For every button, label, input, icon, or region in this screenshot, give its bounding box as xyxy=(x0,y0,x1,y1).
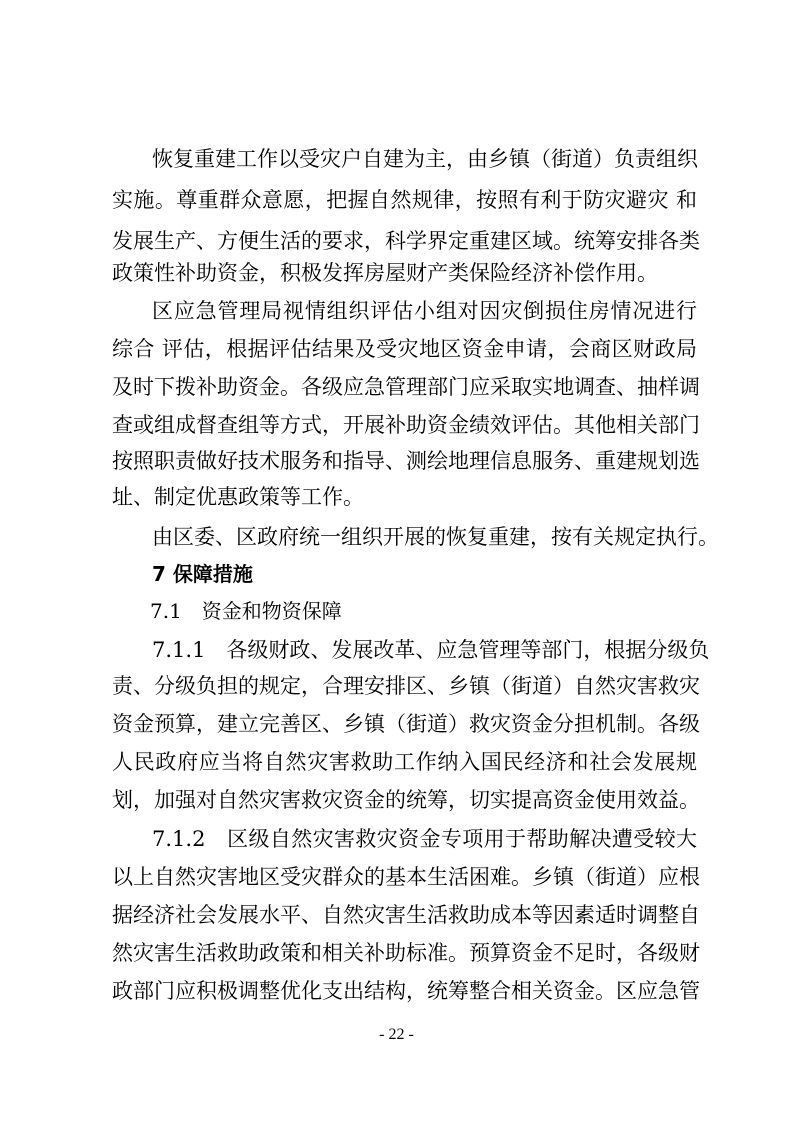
paragraph-line: 查或组成督查组等方式，开展补助资金绩效评估。其他相关部门 xyxy=(112,413,700,437)
paragraph-line: 然灾害生活救助政策和相关补助标准。预算资金不足时，各级财 xyxy=(112,941,700,965)
paragraph-line: 由区委、区政府统一组织开展的恢复重建，按有关规定执行。 xyxy=(152,525,719,549)
paragraph-line: 按照职责做好技术服务和指导、测绘地理信息服务、重建规划选 xyxy=(112,449,700,473)
paragraph-line: 据经济社会发展水平、自然灾害生活救助成本等因素适时调整自 xyxy=(112,903,700,927)
subsection-heading: 7.1 资金和物资保障 xyxy=(150,599,342,623)
page-number: - 22 - xyxy=(379,1026,414,1043)
paragraph-line: 址、制定优惠政策等工作。 xyxy=(112,485,364,509)
paragraph-line: 人民政府应当将自然灾害救助工作纳入国民经济和社会发展规 xyxy=(112,750,697,774)
paragraph-line: 资金预算，建立完善区、乡镇（街道）救灾资金分担机制。各级 xyxy=(112,712,700,736)
paragraph-line: 实施。尊重群众意愿，把握自然规律，按照有利于防灾避灾 和 xyxy=(112,188,697,212)
paragraph-line: 政策性补助资金，积极发挥房屋财产类保险经济补偿作用。 xyxy=(112,261,658,285)
paragraph-line: 区应急管理局视情组织评估小组对因灾倒损住房情况进行 xyxy=(152,299,697,323)
paragraph-line: 发展生产、方便生活的要求，科学界定重建区域。统筹安排各类 xyxy=(112,229,700,253)
paragraph-line: 及时下拨补助资金。各级应急管理部门应采取实地调查、抽样调 xyxy=(112,375,700,399)
paragraph-line: 7.1.2 区级自然灾害救灾资金专项用于帮助解决遭受较大 xyxy=(152,827,697,851)
paragraph-line: 7.1.1 各级财政、发展改革、应急管理等部门，根据分级负 xyxy=(152,638,710,662)
paragraph-line: 划，加强对自然灾害救灾资金的统筹，切实提高资金使用效益。 xyxy=(112,788,700,812)
paragraph-line: 责、分级负担的规定，合理安排区、乡镇（街道）自然灾害救灾 xyxy=(112,674,700,698)
paragraph-line: 以上自然灾害地区受灾群众的基本生活困难。乡镇（街道）应根 xyxy=(112,865,700,889)
paragraph-line: 恢复重建工作以受灾户自建为主，由乡镇（街道）负责组织 xyxy=(152,147,698,171)
section-heading: 7 保障措施 xyxy=(152,562,253,586)
paragraph-line: 政部门应积极调整优化支出结构，统筹整合相关资金。区应急管 xyxy=(112,979,700,1003)
paragraph-line: 综合 评估，根据评估结果及受灾地区资金申请，会商区财政局 xyxy=(112,337,697,361)
